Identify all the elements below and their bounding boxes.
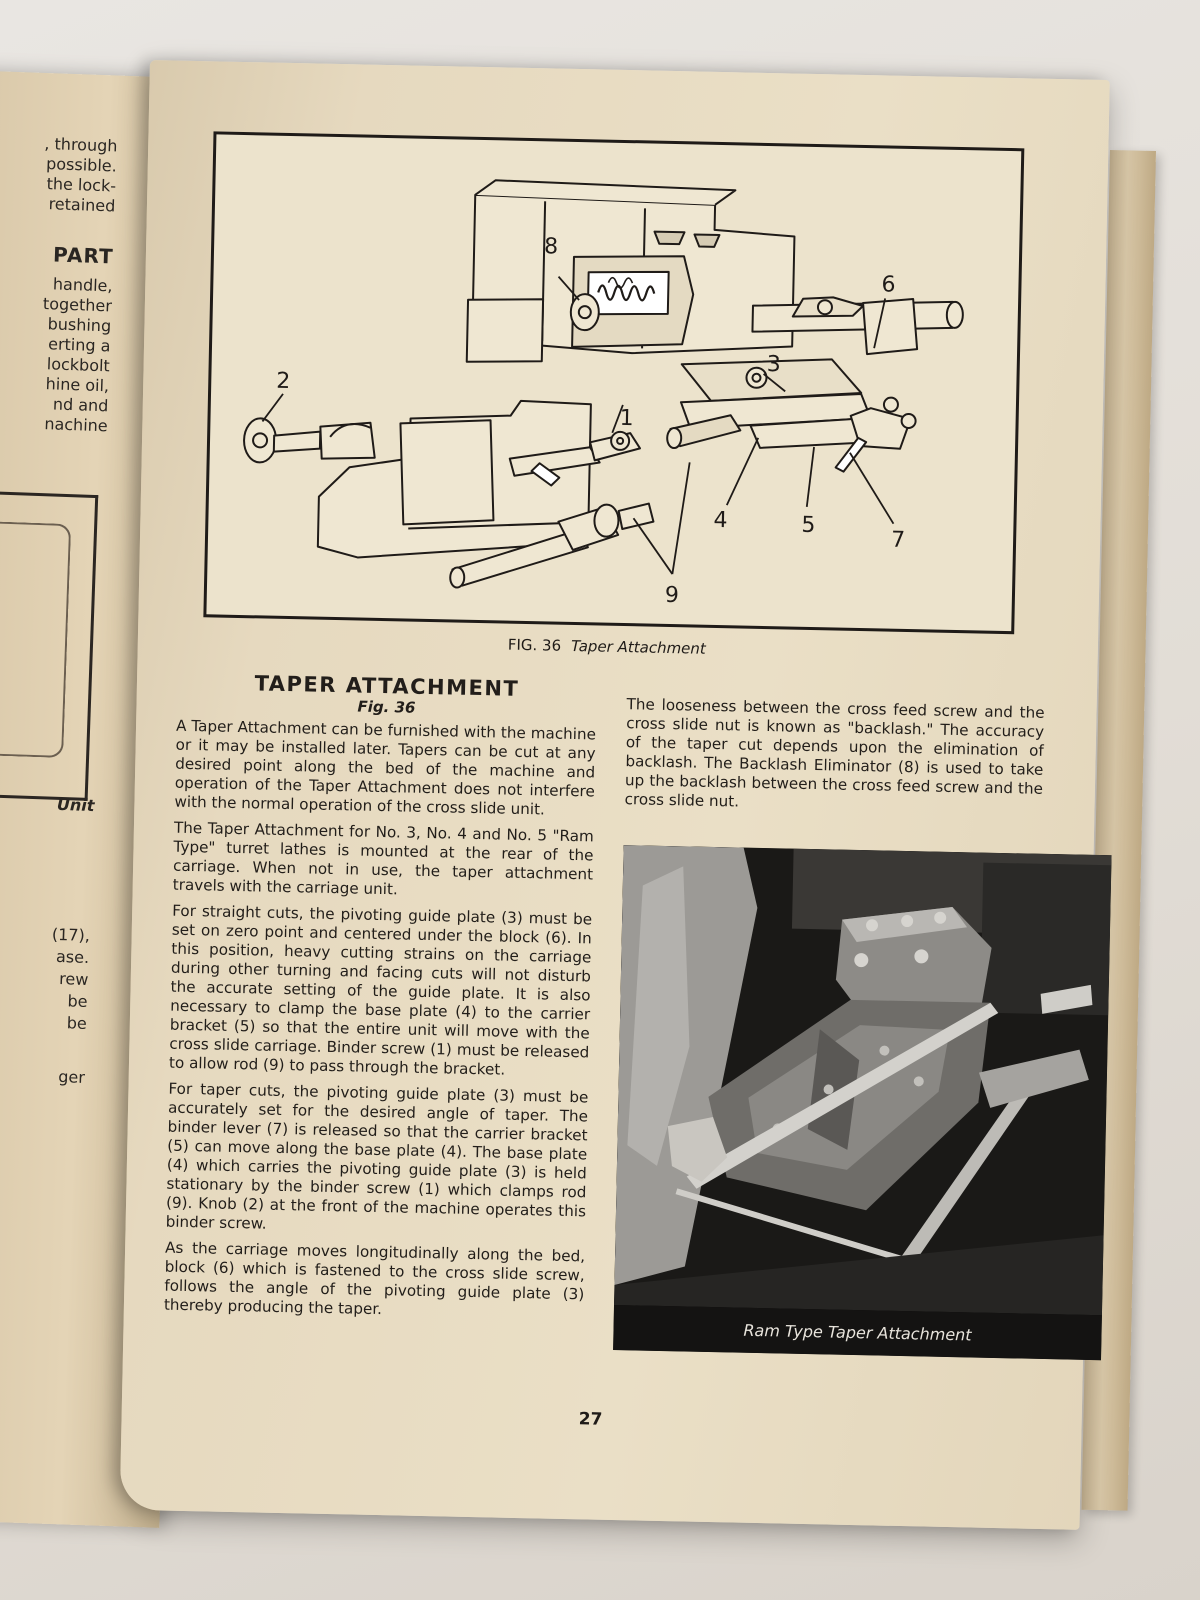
page-number: 27 (578, 1409, 603, 1430)
callout-2: 2 (276, 368, 291, 395)
left-text-fragment: nachine (44, 414, 109, 436)
left-text-fragment: hine oil, (45, 374, 110, 396)
figure-number: FIG. 36 (507, 635, 562, 655)
section-title: TAPER ATTACHMENT (254, 671, 520, 701)
left-text-fragment: possible. (45, 154, 118, 176)
left-figure-inner-box (0, 521, 71, 758)
callout-6: 6 (881, 272, 896, 298)
paragraph: A Taper Attachment can be furnished with the machine or it may be installed later. Tapers can be cut at any desired point along the bed of the machine and operation of the Taper Attachment does not interfere with the normal operation of the cross slide unit. (174, 716, 597, 819)
callout-1: 1 (619, 405, 634, 432)
callout-7: 7 (890, 527, 906, 553)
taper-attachment-photo (613, 845, 1111, 1360)
paragraph: For taper cuts, the pivoting guide plate (3) must be accurately set for the desired angle of taper. The binder lever (7) is released so that the carrier bracket (5) can move along the base plate (4). The base plate (4) which carries the pivoting guide plate (3) is held stationary by the binder screw (1) which clamps rod (9). Knob (2) at the front of the machine operates this binder screw. (165, 1079, 589, 1233)
section-subtitle: Fig. 36 (357, 697, 416, 717)
taper-attachment-drawing (206, 134, 1021, 631)
left-text-fragment: erting a (47, 334, 111, 356)
left-caption-fragment: Unit (56, 794, 95, 816)
paragraph: For straight cuts, the pivoting guide plate (3) must be set on zero point and centered under the block (6). In this position, heavy cutting strains on the carriage during other turning and facing cuts will not disturb the accurate setting of the guide plate. It is also necessary to clamp the base plate (4) to the carrier bracket (5) so that the entire unit will move with the cross slide carriage. Binder screw (1) must be released to allow rod (9) to pass through the bracket. (168, 901, 593, 1079)
photo-caption: Ram Type Taper Attachment (613, 1305, 1102, 1360)
left-text-fragment: be (67, 991, 88, 1012)
paragraph: As the carriage moves longitudinally along the bed, block (6) which is fastened to the cross slide screw, follows the angle of the pivoting guide plate (3) thereby producing the taper. (163, 1238, 586, 1319)
left-text-fragment: bushing (47, 314, 112, 336)
left-text-fragment: (17), (51, 924, 91, 946)
left-text-fragment: ase. (55, 946, 90, 968)
left-text-fragment: , through (44, 133, 118, 156)
figure-36-frame (203, 131, 1024, 634)
left-text-fragment: be (66, 1013, 88, 1034)
right-column (624, 695, 1044, 818)
photo-image (614, 845, 1112, 1315)
callout-9: 9 (664, 582, 680, 609)
callout-4: 4 (713, 507, 728, 534)
left-column (164, 673, 597, 1331)
paragraph: The Taper Attachment for No. 3, No. 4 and No. 5 "Ram Type" turret lathes is mounted at the rear of the carriage. When not in use, the taper attachment travels with the carriage unit. (172, 818, 595, 899)
manual-page (120, 60, 1110, 1530)
left-text-fragment: together (42, 294, 113, 316)
left-text-fragment: handle, (52, 274, 113, 296)
figure-caption (138, 628, 1076, 666)
callout-8: 8 (543, 234, 559, 260)
left-text-fragment: nd and (52, 394, 109, 416)
callout-3: 3 (766, 351, 782, 378)
left-heading-fragment: PART (52, 242, 115, 269)
left-text-fragment: retained (48, 194, 116, 216)
left-text-fragment: ger (58, 1067, 86, 1087)
backlash-paragraph: The looseness between the cross feed screw and the cross slide nut is known as "backlash." The accuracy of the taper cut depends upon the elimination of backlash. The Backlash Eliminator (8) is used to take up the backlash between the cross feed screw and the cross slide nut. (624, 695, 1045, 811)
left-text-fragment: the lock- (46, 174, 117, 196)
figure-title: Taper Attachment (570, 636, 706, 658)
callout-5: 5 (801, 512, 816, 539)
left-text-fragment: rew (58, 969, 89, 990)
left-text-fragment: lockbolt (46, 354, 111, 376)
